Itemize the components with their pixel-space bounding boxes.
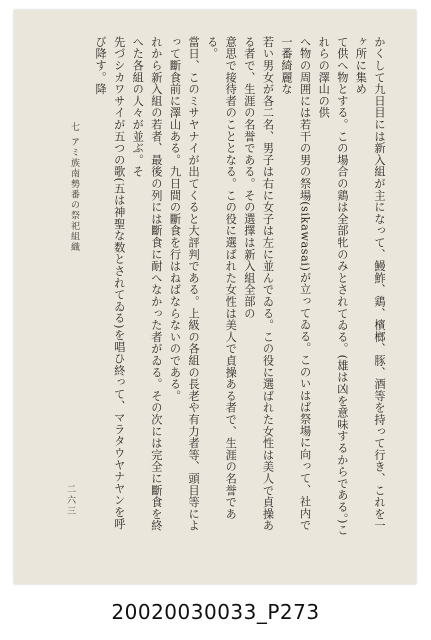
document-page xyxy=(14,10,416,584)
text-column: 若い男女が各二名、男子は右に女子は左に並んでゐる。この役に選ばれた女性は美人で貞操ある者で、生涯の名誉である。その選擇は新入組全部の xyxy=(242,36,275,532)
text-column: 意思で接待者のこととなる。この役に選ばれた女性は美人で貞操ある者で、生涯の名誉である。 xyxy=(205,36,238,520)
text-column: 當日、このミサヤナイが出てくると大評判である。上級の各組の長老や有力者等、頭目等によって斷食前に澤山ある。九日間の斷食を行はねばならないのである。 xyxy=(168,36,201,532)
text-column: れから新入組の若者、最後の列には斷食に耐へなかった者がゐる。その次には完全に斷食を終へた各組の人々が並ぶ。そ xyxy=(131,36,163,532)
text-column: かくして九日目には新入組が主になって、鰻鮓、鶏、檳榔、豚、酒等を持って行き、これを一ヶ所に集め xyxy=(354,36,386,532)
text-column xyxy=(88,36,91,541)
text-column: 先づシカワサイが五つの歌(五は神聖な数とされてゐる)を唱ひ終って、マラタウヤナヤンを呼び降す。降 xyxy=(94,36,126,530)
running-head: 七 アミ族南勢番の祭祀組織 xyxy=(69,122,79,253)
page-content xyxy=(66,36,388,558)
page-number: 二六三 xyxy=(65,484,75,517)
text-column: へ物の周囲には若干の男の祭場(sikawasai)が立ってゐる。このいはば祭場に向って、社内で一番綺麗な xyxy=(280,36,312,532)
image-caption: 20020030033_P273 xyxy=(111,600,320,624)
body-text xyxy=(88,36,388,541)
text-column: て供へ物とする。この場合の鶏は全部牝のみとされてゐる。(雄は凶を意味するからである。)これらの澤山の供 xyxy=(317,36,349,536)
